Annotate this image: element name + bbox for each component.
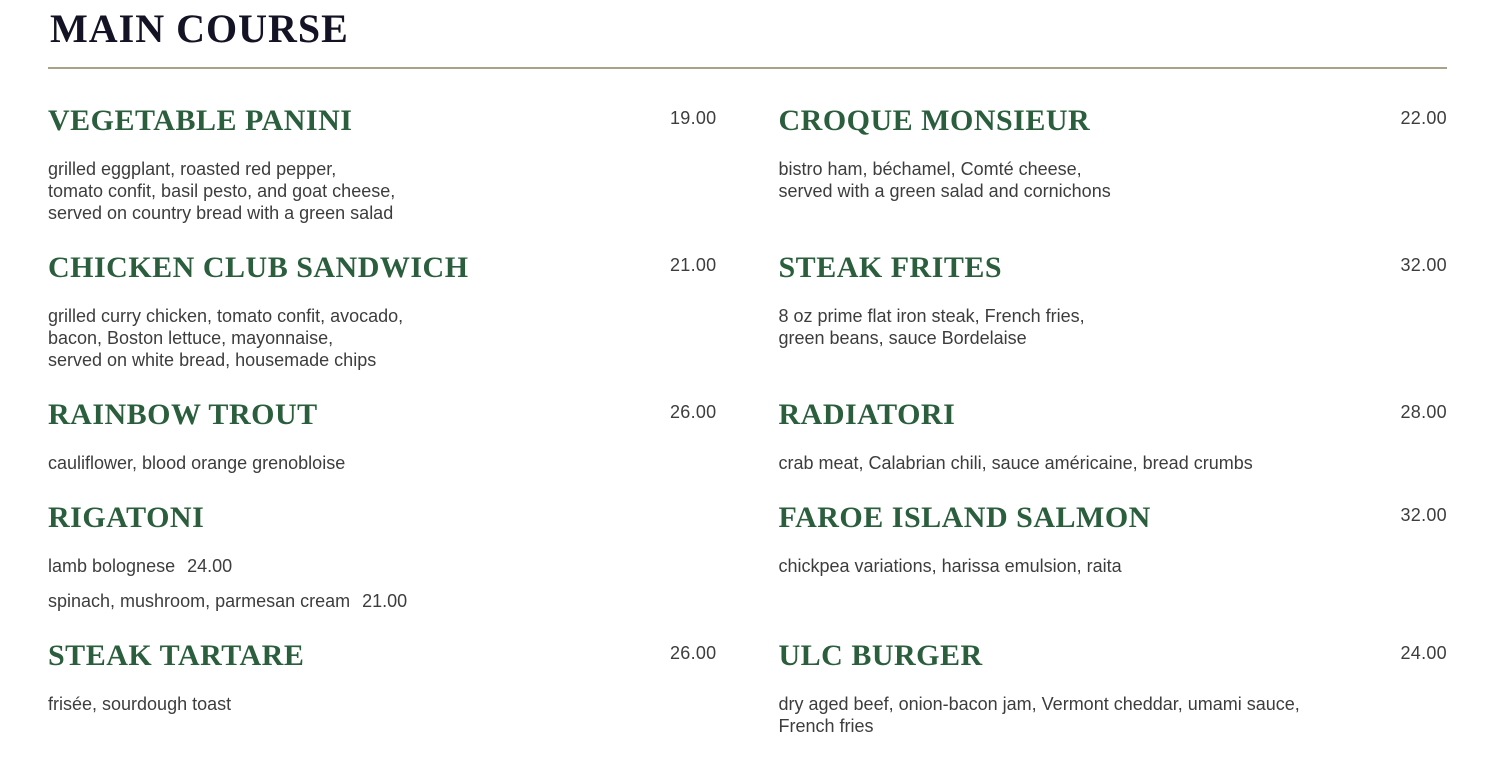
menu-item [779, 638, 1448, 737]
item-description [779, 158, 1448, 202]
desc-line: dry aged beef, onion-bacon jam, Vermont cheddar, umami sauce, [778, 694, 1300, 714]
desc-line: 8 oz prime flat iron steak, French fries, [778, 306, 1085, 326]
menu-item [779, 397, 1448, 474]
menu-grid [48, 103, 1447, 763]
variant-price: 24.00 [187, 556, 233, 576]
variant-line [48, 555, 717, 577]
item-name: STEAK TARTARE [48, 639, 305, 672]
desc-line: served on country bread with a green salad [48, 203, 394, 223]
item-header [779, 638, 1448, 674]
menu-item [779, 103, 1448, 224]
item-price: 28.00 [1400, 402, 1447, 422]
desc-line: frisée, sourdough toast [48, 694, 232, 714]
desc-line: cauliflower, blood orange grenobloise [48, 453, 346, 473]
menu-section-title: MAIN COURSE [50, 6, 349, 51]
item-name: ULC BURGER [778, 639, 983, 672]
menu-item [48, 250, 717, 371]
item-description [48, 693, 717, 715]
variant-text: lamb bolognese [48, 556, 176, 576]
item-description [48, 452, 717, 474]
item-name: FAROE ISLAND SALMON [778, 501, 1151, 534]
item-name: VEGETABLE PANINI [48, 104, 353, 137]
item-price: 32.00 [1400, 255, 1447, 275]
item-price: 21.00 [669, 255, 717, 275]
item-price: 22.00 [1400, 108, 1447, 128]
item-name: RAINBOW TROUT [48, 398, 318, 431]
item-header [779, 250, 1448, 286]
item-price: 26.00 [669, 402, 717, 422]
item-description [779, 555, 1448, 577]
variant-line [48, 590, 717, 612]
desc-line: grilled curry chicken, tomato confit, avocado, [48, 306, 404, 326]
desc-line: bistro ham, béchamel, Comté cheese, [778, 159, 1082, 179]
item-price: 24.00 [1400, 643, 1447, 663]
item-price: 26.00 [669, 643, 717, 663]
desc-line: served on white bread, housemade chips [48, 350, 377, 370]
item-header [779, 500, 1448, 536]
menu-item [779, 250, 1448, 371]
menu-item [48, 500, 717, 612]
desc-line: bacon, Boston lettuce, mayonnaise, [48, 328, 334, 348]
item-price: 32.00 [1400, 505, 1447, 525]
variant-text: spinach, mushroom, parmesan cream [48, 591, 351, 611]
menu-item [779, 500, 1448, 612]
item-name: CHICKEN CLUB SANDWICH [48, 251, 469, 284]
desc-line: tomato confit, basil pesto, and goat cheese, [48, 181, 396, 201]
desc-line: French fries [778, 716, 874, 736]
item-description [48, 158, 717, 224]
item-header [48, 250, 717, 286]
section-divider [48, 67, 1447, 69]
item-header [48, 638, 717, 674]
item-description [779, 452, 1448, 474]
menu-item [48, 103, 717, 224]
item-name: STEAK FRITES [778, 251, 1003, 284]
desc-line: chickpea variations, harissa emulsion, raita [778, 556, 1122, 576]
item-description [779, 693, 1448, 737]
item-name: CROQUE MONSIEUR [778, 104, 1091, 137]
desc-line: crab meat, Calabrian chili, sauce américaine, bread crumbs [778, 453, 1253, 473]
item-header [48, 397, 717, 433]
item-header [779, 397, 1448, 433]
item-header [779, 103, 1448, 139]
desc-line: served with a green salad and cornichons [778, 181, 1111, 201]
item-header [48, 103, 717, 139]
item-name: RIGATONI [48, 501, 205, 534]
item-header [48, 500, 717, 536]
item-name: RADIATORI [778, 398, 956, 431]
desc-line: green beans, sauce Bordelaise [778, 328, 1027, 348]
item-price: 19.00 [669, 108, 717, 128]
menu-item [48, 638, 717, 737]
item-description [779, 305, 1448, 349]
variant-price: 21.00 [362, 591, 408, 611]
desc-line: grilled eggplant, roasted red pepper, [48, 159, 337, 179]
menu-item [48, 397, 717, 474]
item-description [48, 305, 717, 371]
